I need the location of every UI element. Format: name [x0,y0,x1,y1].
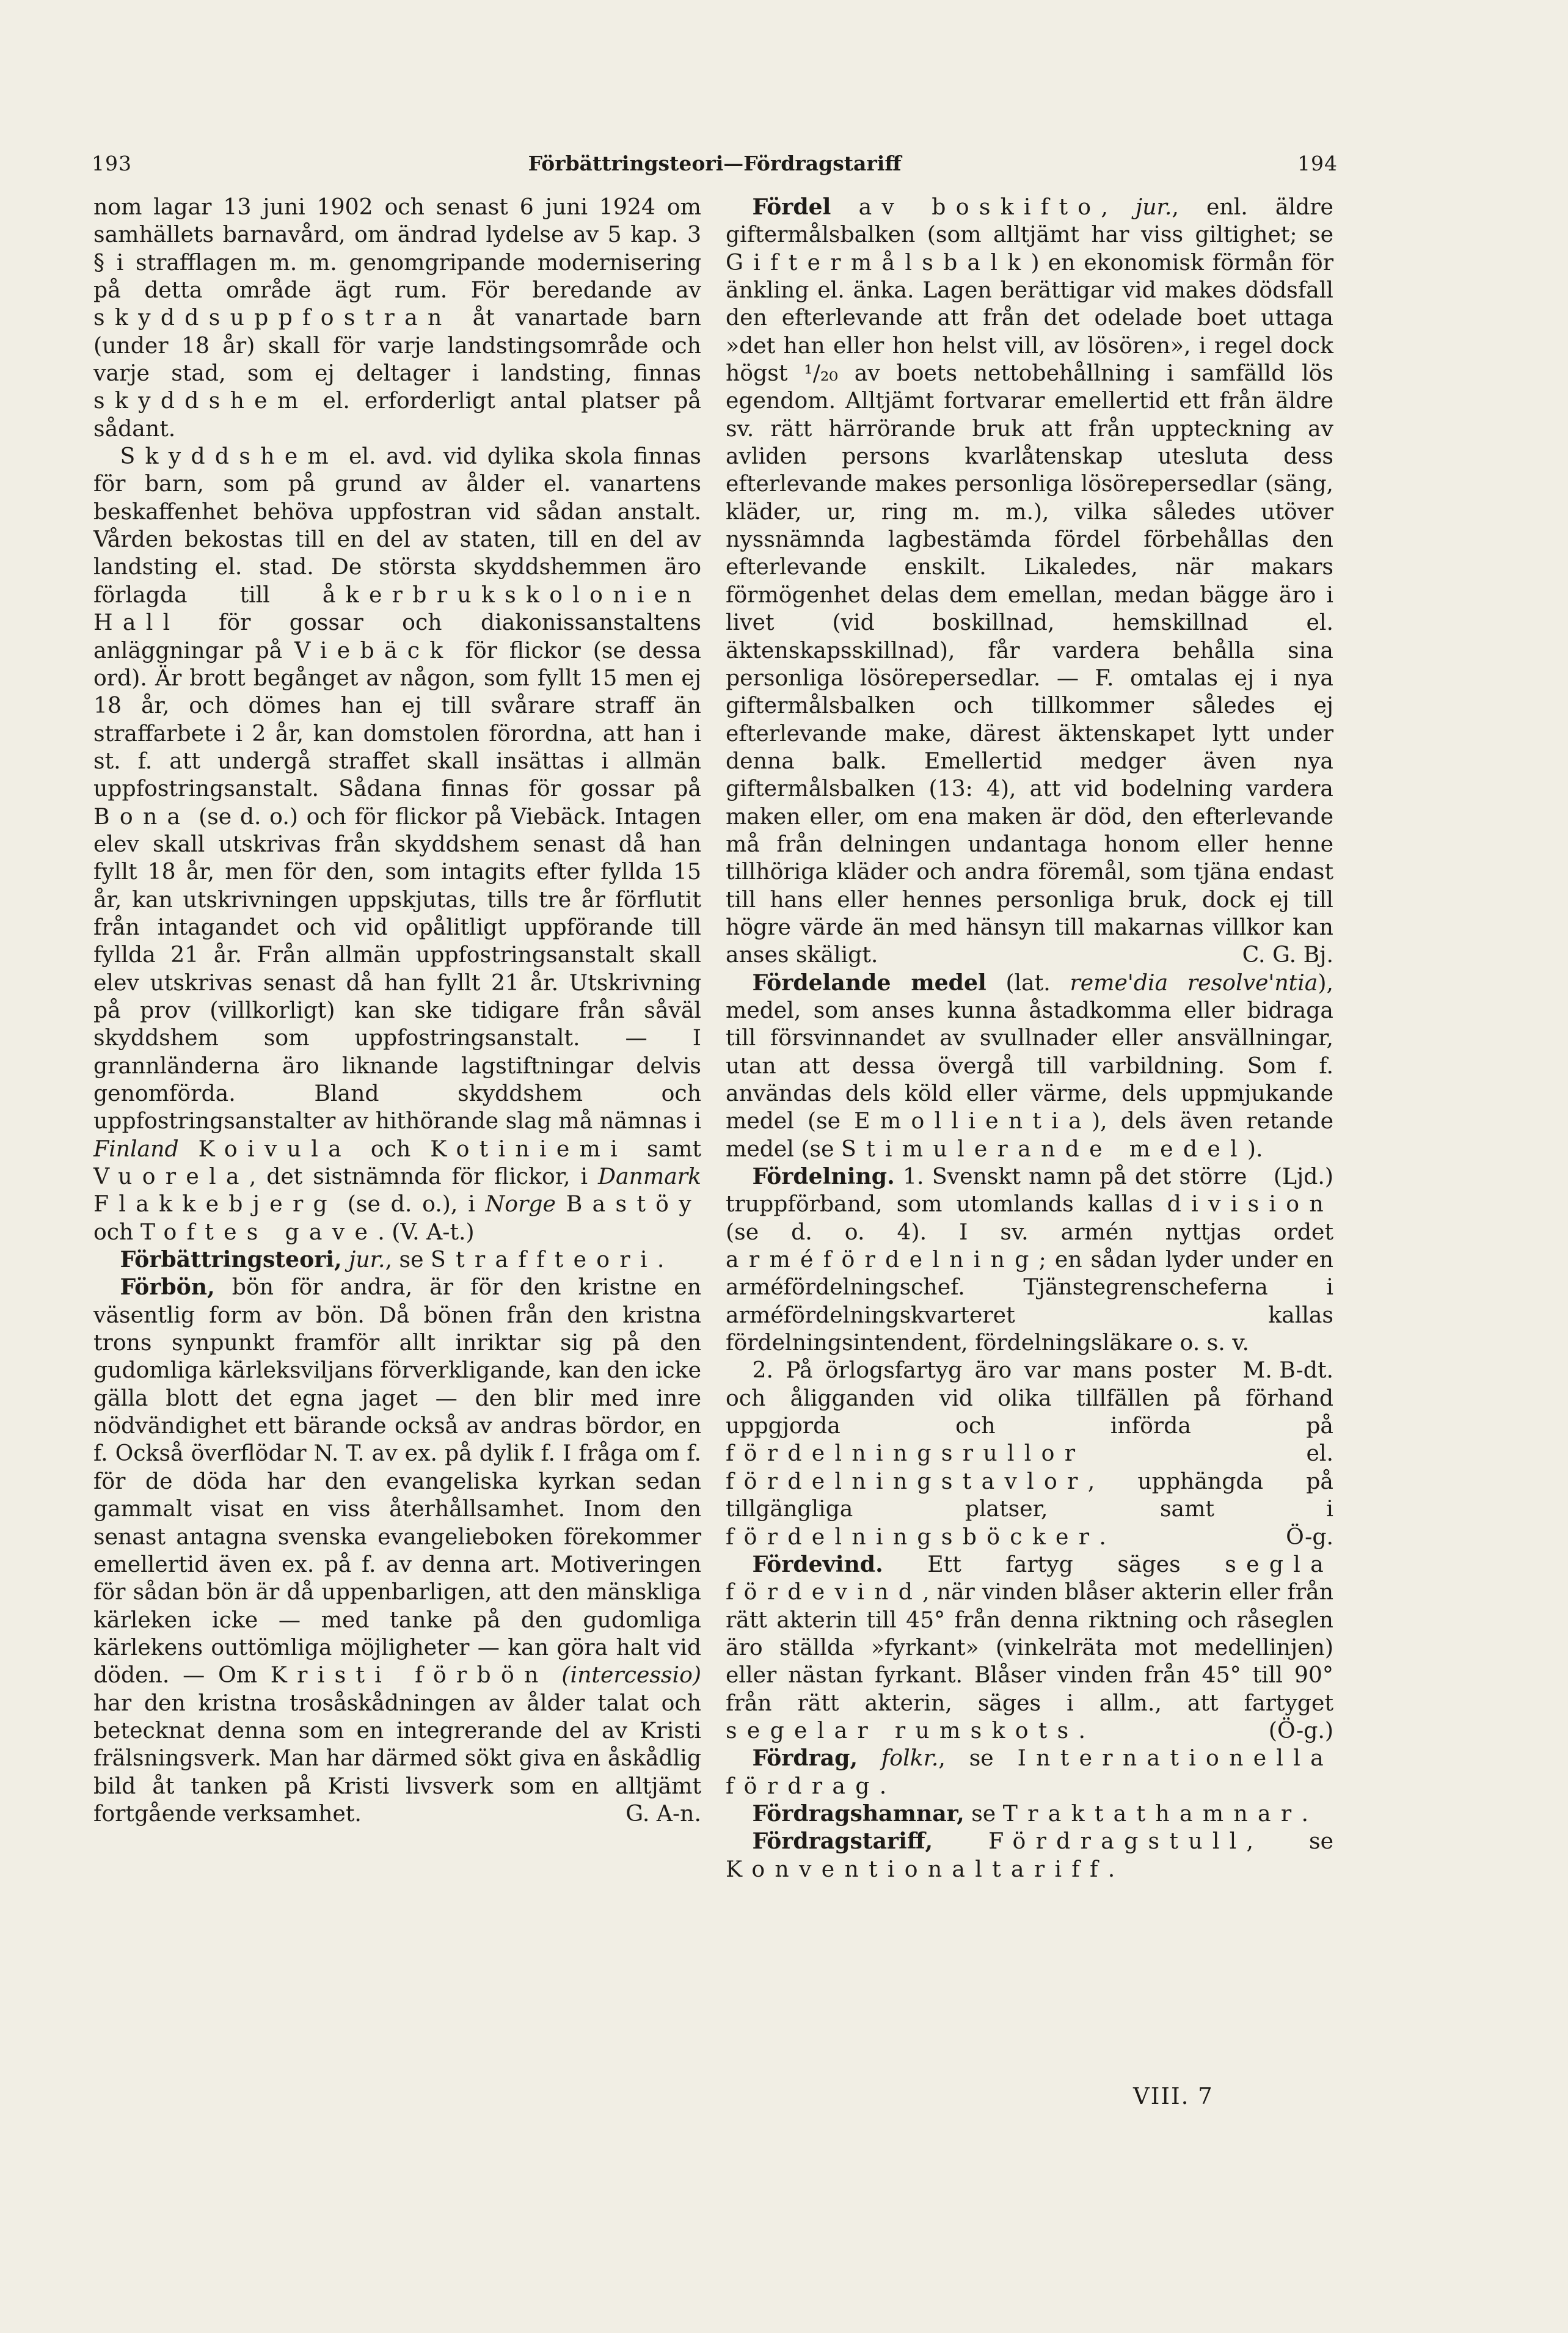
cross-reference[interactable]: Konventionaltariff [726,1855,1108,1882]
spaced-term: skyddshem [93,387,308,414]
entry-forbattringsteori [93,1246,701,1273]
headword: Förbättringsteori, [120,1246,342,1273]
headword: Fördrag, [752,1745,858,1772]
author-signature: (Ö-g.) [1268,1717,1333,1743]
text: samt [646,1135,701,1162]
country-name: Norge [485,1191,556,1218]
text: ) en ekonomisk förmån för änkling el. änka. Lagen berättigar vid makes dödsfall den efterlevande att från det odelade boet uttaga »det han eller hon helst vill, av lösören», i regel dock högst [726,249,1333,387]
right-column [726,193,1333,1883]
spaced-term: arméfördelning [726,1246,1039,1273]
country-name: Danmark [597,1163,701,1190]
text: . [1099,1523,1106,1550]
spaced-term: segla fördevind [726,1550,1333,1605]
text: se [971,1800,996,1827]
cross-reference[interactable]: Straffteori [431,1246,657,1273]
text: , se [385,1246,424,1273]
spaced-term: Koivula [198,1135,351,1162]
cross-reference[interactable]: Fördragstull [988,1828,1247,1855]
headword: Fördel [752,194,831,220]
text: bön för andra, är för den kristne en väsentlig form av bön. Då bönen från den kristna trons synpunkt framför allt inriktar sig på den gudomliga kärleksviljans förverkligande, kan den icke gälla blott det egna jaget — den blir med inre nödvändighet ett bärande också av andras bördor, en f. Också överflödar N. T. av ex. på dylik f. I fråga om f. för de döda har den evangeliska kyrkan sedan gammalt visat en viss återhållsamhet. Inom den senast antagna svenska evangelieboken förekommer emellertid även ex. på f. av denna art. Motiveringen för sådan bön är då uppenbarligen, att den mänskliga kärleken icke — med tanke på den gudomliga kärlekens outtömliga möjligheter — kan göra halt vid döden. — Om [93,1274,701,1689]
text: Ett fartyg säges [927,1550,1181,1577]
spaced-term: åkerbrukskolonien Hall [93,581,701,636]
latin-term: (intercessio) [561,1662,701,1689]
text: . (V. A-t.) [377,1218,475,1245]
text: (se d. o. 4). I sv. armén nyttjas ordet [726,1218,1333,1245]
text: för flickor (se dessa ord). Är brott begånget av någon, som fyllt 15 men ej 18 år, och dömes han ej till svårare straff än straffarbete i 2 år, kan domstolen förordna, att han i st. f. att undergå straffet skall insättas i allmän uppfostringsanstalt. Sådana finnas för gossar på [93,637,701,802]
spaced-term: Vuorela [93,1163,249,1190]
headword: Fördelning. [752,1163,895,1190]
text: . [1107,1855,1115,1882]
cross-reference[interactable]: Stimulerande medel [841,1135,1247,1162]
cross-reference[interactable]: division [1167,1191,1333,1218]
entry-fordragshamnar [726,1800,1333,1827]
text: (se d. o.), i [347,1191,475,1218]
headword: Fördragstariff, [752,1828,933,1855]
text: 1. Svenskt namn på det större truppförband, som utomlands kallas [726,1163,1247,1218]
paragraph-skyddshem [93,442,701,1246]
entry-fordragstariff [726,1827,1333,1883]
entry-forbon [93,1273,701,1827]
spaced-term: Kotiniemi [430,1135,628,1162]
entry-skyddsuppfostran-continued [93,193,701,442]
cross-reference[interactable]: Traktathamnar [1002,1800,1302,1827]
entry-fordevind [726,1550,1333,1744]
headword: Förbön, [120,1274,215,1301]
spaced-term: Bona [93,803,191,830]
spaced-term: segelar rumskots [726,1717,1079,1743]
text: , se [938,1745,994,1772]
subject-abbreviation: jur. [1136,194,1172,220]
text: , upphängda på tillgängliga platser, samt i [726,1467,1333,1522]
text: och [93,1218,134,1245]
text: . [1078,1717,1085,1743]
page-number-right: 194 [1297,152,1338,175]
text: ), dels även retande medel (se [726,1108,1333,1162]
running-head [92,145,1338,182]
latin-term: reme'dia resolve'ntia [1070,969,1318,996]
author-signature: G. A-n. [625,1800,701,1827]
cross-reference[interactable]: Emollientia [854,1108,1092,1134]
entry-fordel-av-boskifto [726,193,1333,969]
text: , när vinden blåser akterin eller från rätt akterin till 45° från denna riktning och råseglen äro ställda »fyrkant» (vinkelräta mot medellinjen) eller nästan fyrkant. Blåser vinden från 45° till 90° från rätt akterin, säges i allm., att fartyget [726,1579,1333,1716]
spaced-term: Skyddshem [120,443,339,470]
spaced-term: Kristi förbön [270,1662,549,1689]
spaced-term: Bastöy [566,1191,701,1218]
cross-reference[interactable]: Giftermålsbalk [726,249,1031,276]
spaced-term: skyddsuppfostran [93,304,452,331]
text: el. avd. vid dylika skola finnas för barn, som på grund av ålder el. vanartens beskaffenhet behöva uppfostran vid sådan anstalt. Vården bekostas till en del av staten, till en del av landsting el. stad. De största skyddshemmen äro förlagda till [93,443,701,608]
spaced-term: Toftes gave [140,1218,378,1245]
text: (se d. o.) och för flickor på Viebäck. Intagen elev skall utskrivas från skyddshem senast då han fyllt 18 år, men för den, som intagits efter fyllda 15 år, kan utskrivningen uppskjutas, tills tre år förflutit från intagandet och vid opålitligt uppförande till fyllda 21 år. Från allmän uppfostringsanstalt skall elev utskrivas senast då han fyllt 21 år. Utskrivning på prov (villkorligt) kan ske tidigare från såväl skyddshem som uppfostringsanstalt. — I grannländerna äro liknande lagstiftningar delvis genomförda. Bland skyddshem och uppfostringsanstalter av hithörande slag må nämnas i [93,803,701,1134]
fraction: ¹/₂₀ [804,360,838,387]
text: (lat. [1005,969,1051,996]
entry-fordelning [726,1163,1333,1384]
spaced-term: fördelningsböcker [726,1523,1099,1550]
spaced-term: Viebäck [294,637,453,663]
subject-abbreviation: jur. [349,1246,385,1273]
volume-signature-mark: VIII. 7 [1133,2083,1214,2109]
author-signature: M. B-dt. [1242,1357,1333,1384]
text: . [1301,1800,1308,1827]
page-number-left: 193 [92,152,132,175]
text: nom lagar 13 juni 1902 och senast 6 juni 1924 om samhällets barnavård, om ändrad lydelse av 5 kap. 3 § i strafflagen m. m. genomgripande modernisering på detta område ägt rum. För beredande av [93,194,701,304]
text: åt vanartade barn (under 18 år) skall för varje landstingsområde och varje stad, som ej deltager i landsting, finnas [93,304,701,387]
entry-fordrag [726,1744,1333,1800]
author-signature: Ö-g. [1286,1523,1333,1550]
spaced-term: fördelningstavlor [726,1467,1088,1494]
left-column [93,193,701,1827]
entry-fordelning-part2 [726,1356,1333,1550]
text: . [879,1772,887,1799]
spaced-term: av [858,194,905,220]
country-name: Finland [93,1135,179,1162]
spaced-term: boskifto [932,194,1101,220]
spaced-term: fördelningsrullor [726,1440,1085,1467]
text: har den kristna trosåskådningen av ålder talat och betecknat denna som en integrerande del av Kristi frälsningsverk. Man har därmed sökt giva en åskådlig bild åt tanken på Kristi livsverk som en alltjämt fortgående verksamhet. [93,1689,701,1827]
running-title: Förbättringsteori—Fördragstariff [528,152,902,175]
text: och [370,1135,411,1162]
author-signature: C. G. Bj. [1242,941,1333,968]
text: . [657,1246,665,1273]
text: el. erforderligt antal platser på sådant. [93,387,701,442]
author-signature: (Ljd.) [1273,1163,1333,1190]
text: , se [1246,1828,1333,1855]
text: ), medel, som anses kunna åstadkomma eller bidraga till försvinnandet av svullnader eller ansvällningar, utan att dessa övergå till varbildning. Som f. användas dels köld eller värme, dels uppmjukande medel (se [726,969,1333,1134]
text: el. [1306,1440,1333,1467]
text: ; en sådan lyder under en arméfördelningschef. Tjänstegrenscheferna i arméfördelningskvarteret kallas fördelningsintendent, fördelningsläkare o. s. v. [726,1246,1333,1356]
text: , det sistnämnda för flickor, i [249,1163,588,1190]
text: för gossar och diakonissanstaltens anläggningar på [93,609,701,663]
text: av boets nettobehållning i samfälld lös egendom. Alltjämt fortvarar emellertid ett från äldre sv. rätt härrörande bruk att från uppteckning av avliden persons kvarlåtenskap utesluta dess efterlevande makes personliga lösörepersedlar (säng, kläder, ur, ring m. m.), vilka således utöver nyssnämnda lagbestämda fördel förbehållas den efterlevande enskilt. Likaledes, när makars förmögenhet delas dem emellan, medan bägge äro i livet (vid boskillnad, hemskillnad el. äktenskapsskillnad), får vardera behålla sina personliga lösörepersedlar. — F. omtalas ej i nya giftermålsbalken och tillkommer således ej efterlevande make, därest äktenskapet lytt under denna balk. Emellertid medger även nya giftermålsbalken (13: 4), att vid bodelning vardera maken eller, om ena maken är död, den efterlevande må från delningen undantaga honom eller henne tillhöriga kläder och andra föremål, som tjäna endast till hans eller hennes personliga bruk, dock ej till högre värde än med hänsyn till makarnas villkor kan anses skäligt. [726,360,1334,968]
text: , [1101,194,1108,220]
headword: Fördragshamnar, [752,1800,965,1827]
text: ). [1247,1135,1263,1162]
headword: Fördevind. [752,1550,883,1577]
text: 2. På örlogsfartyg äro var mans poster och åligganden vid olika tillfällen på förhand uppgjorda och införda på [726,1357,1333,1439]
spaced-term: Flakkebjerg [93,1191,337,1218]
headword: Fördelande medel [752,969,986,996]
text: , enl. äldre giftermålsbalken (som alltjämt har viss giltighet; se [726,194,1333,248]
subject-abbreviation: folkr. [881,1745,939,1772]
cross-reference[interactable]: Internationella fördrag [726,1745,1333,1799]
